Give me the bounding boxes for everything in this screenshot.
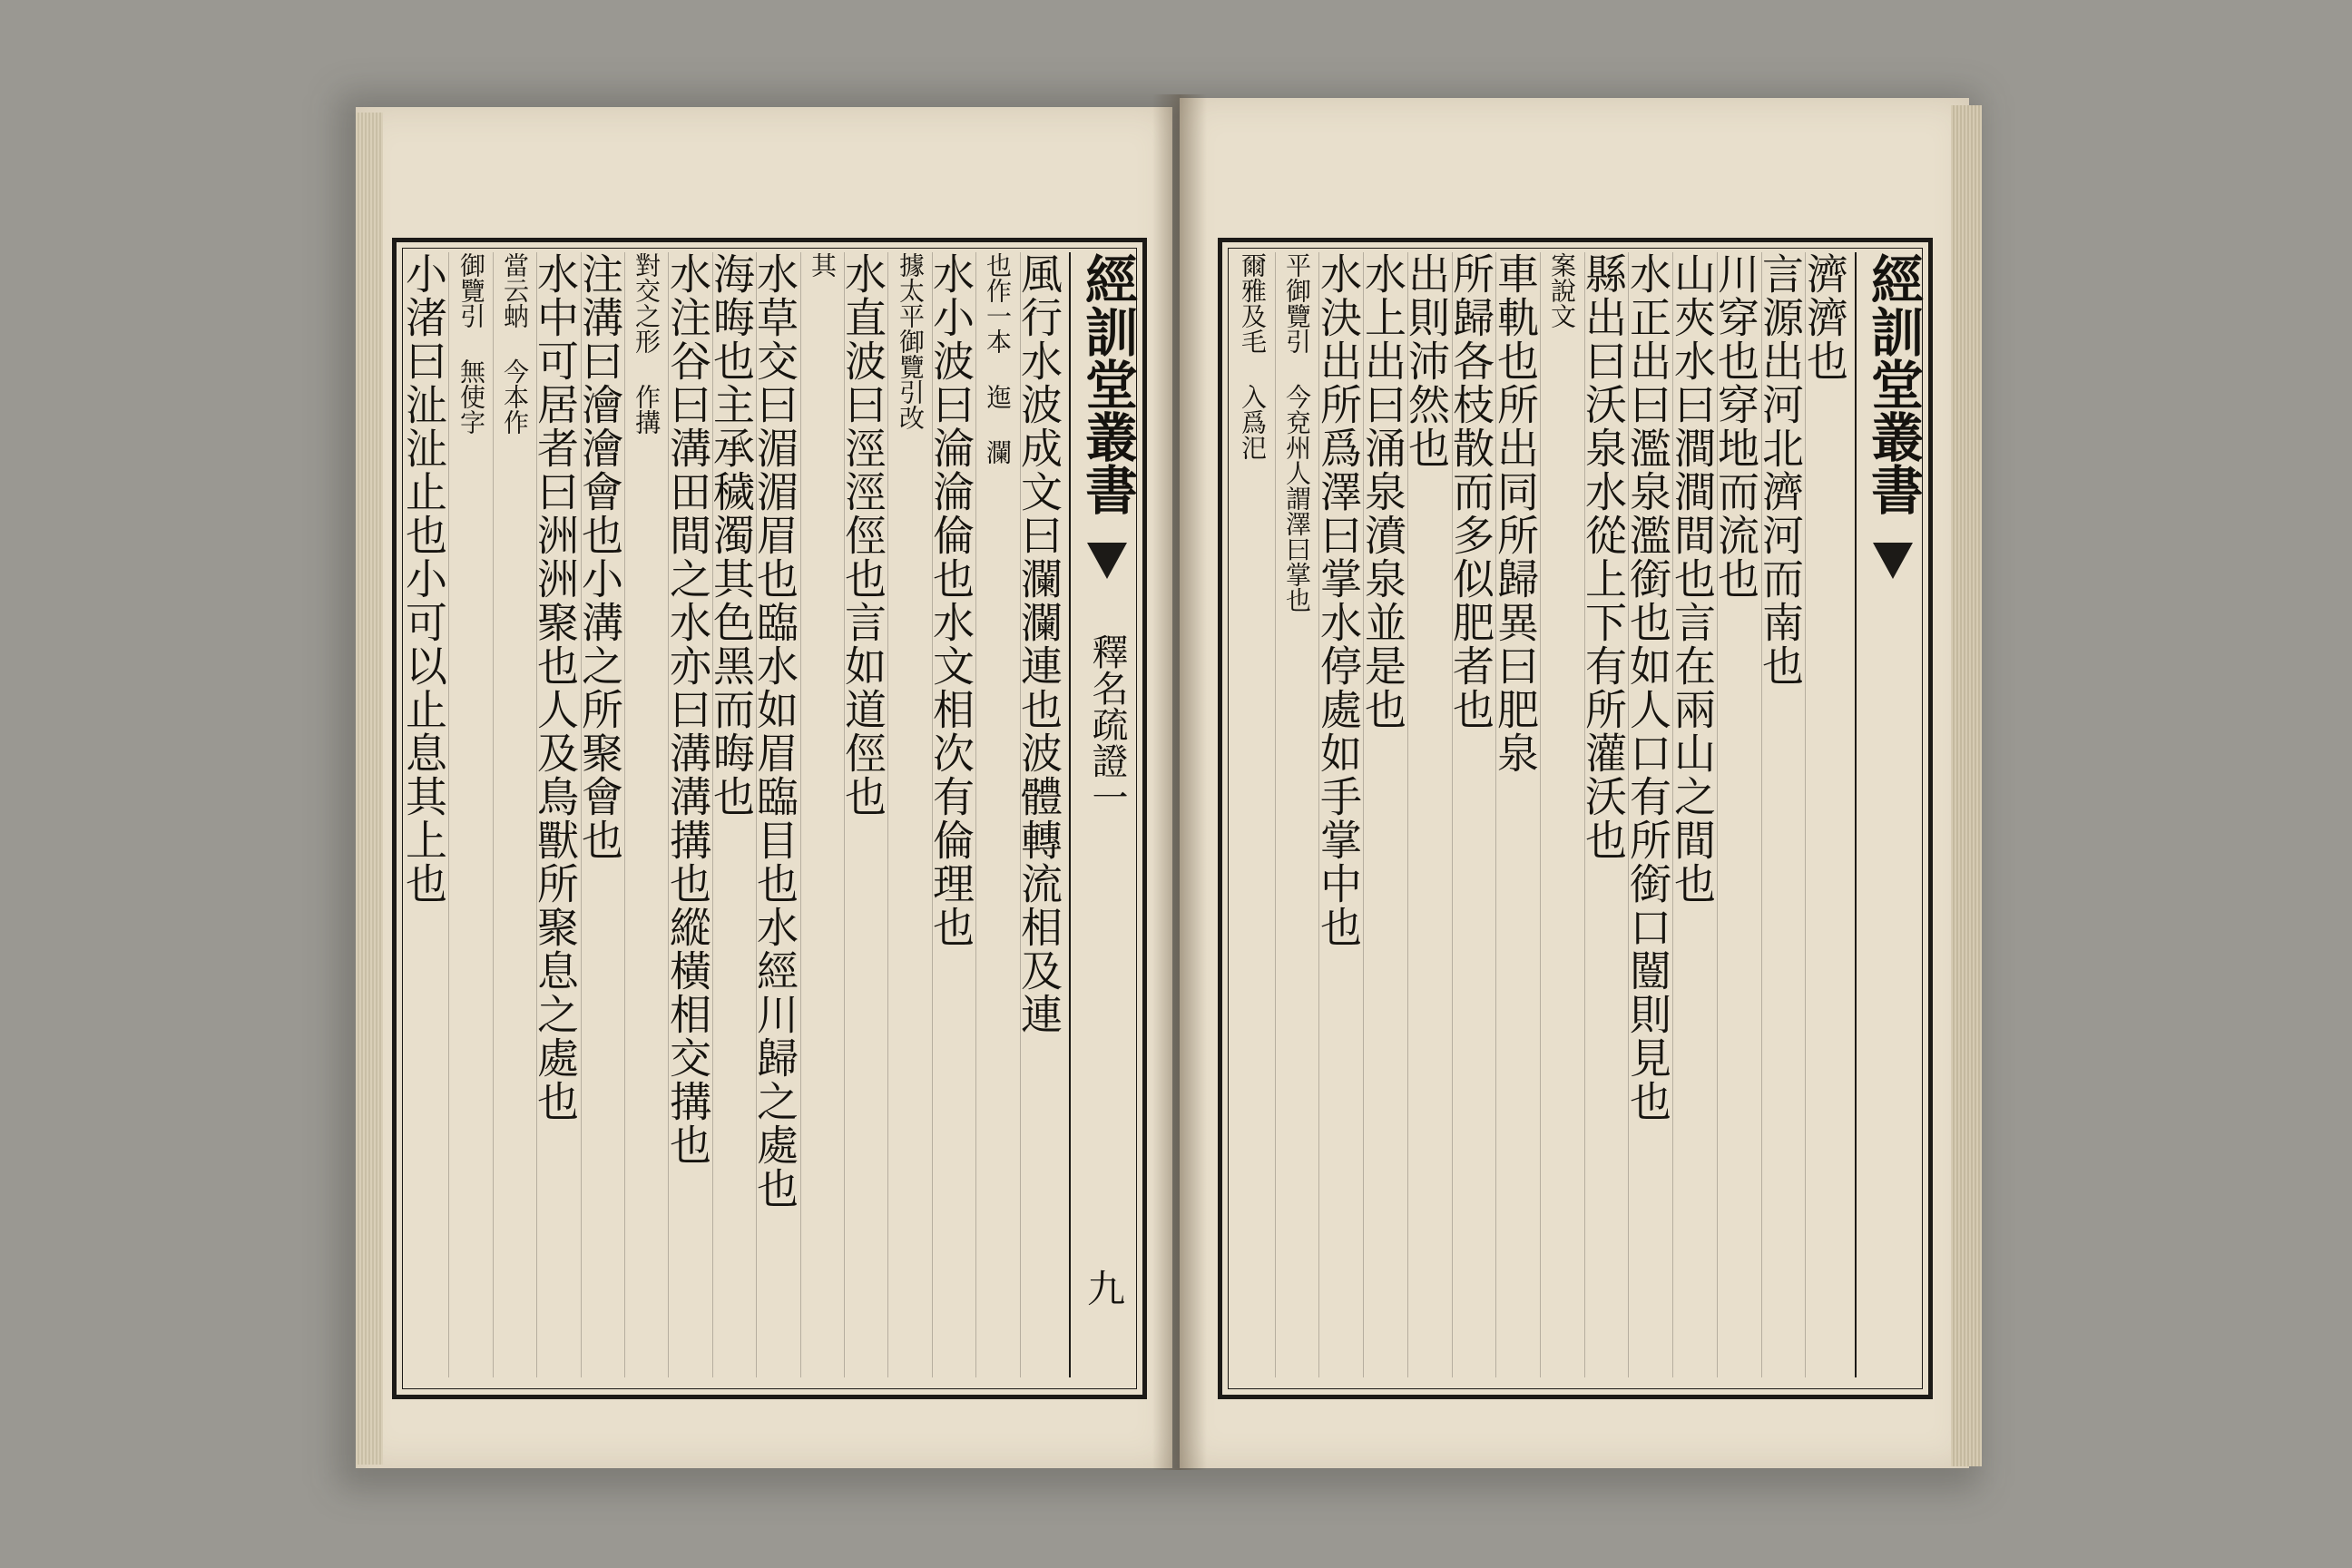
text-column: 御覽引 無使字 — [456, 252, 486, 435]
text-column: 濟濟也 — [1800, 252, 1849, 383]
column-rule — [1452, 252, 1453, 1377]
text-column: 海晦也主承穢濁其色黑而晦也 — [707, 252, 756, 818]
column-rule — [1584, 252, 1585, 1377]
left-folio-number: 九 — [1082, 1269, 1126, 1307]
column-rule — [975, 252, 976, 1377]
right-page-edges — [1951, 105, 1982, 1466]
right-banner — [1855, 252, 1931, 1377]
text-column: 水中可居者曰洲洲聚也人及鳥獸所聚息之處也 — [531, 252, 580, 1123]
column-rule — [536, 252, 537, 1377]
text-column: 水正出曰濫泉濫銜也如人口有所銜口闓則見也 — [1623, 252, 1672, 1123]
text-column: 川穿也穿地而流也 — [1711, 252, 1760, 601]
column-rule — [887, 252, 888, 1377]
text-column: 當云蚋 今本作 — [500, 252, 530, 435]
column-rule — [756, 252, 757, 1377]
text-column: 水決出所爲澤曰掌水停處如手掌中也 — [1314, 252, 1363, 949]
column-rule — [1672, 252, 1673, 1377]
text-column: 小渚曰沚沚止也小可以止息其上也 — [399, 252, 448, 906]
column-rule — [1275, 252, 1276, 1377]
text-column: 爾雅及毛 入爲汜 — [1238, 252, 1268, 460]
column-rule — [1318, 252, 1319, 1377]
text-column: 也作一本 迤 瀾 — [983, 252, 1013, 465]
column-rule — [844, 252, 845, 1377]
column-rule — [668, 252, 669, 1377]
text-column: 案說文 — [1547, 252, 1577, 328]
fish-tail-icon — [1873, 543, 1913, 579]
right-banner-title: 經訓堂叢書 — [1862, 252, 1924, 515]
column-rule — [1805, 252, 1806, 1377]
left-banner-subtitle: 釋名疏證一 — [1086, 633, 1128, 815]
column-rule — [1540, 252, 1541, 1377]
text-column: 山夾水曰澗澗間也言在兩山之間也 — [1668, 252, 1717, 906]
text-column: 風行水波成文曰瀾瀾連也波體轉流相及連 — [1014, 252, 1063, 1036]
text-column: 對交之形 作搆 — [632, 252, 662, 435]
text-column: 水直波曰涇涇俓也言如道俓也 — [838, 252, 887, 818]
text-column: 其 — [808, 252, 838, 278]
text-column: 車軌也所出同所歸異曰肥泉 — [1491, 252, 1540, 775]
column-rule — [1020, 252, 1021, 1377]
column-rule — [624, 252, 625, 1377]
left-banner — [1069, 252, 1145, 1377]
text-column: 水上出曰涌泉濆泉並是也 — [1358, 252, 1407, 731]
column-rule — [1717, 252, 1718, 1377]
column-rule — [1628, 252, 1629, 1377]
text-column: 水草交曰湄湄眉也臨水如眉臨目也水經川歸之處也 — [750, 252, 799, 1210]
text-column: 水小波曰淪淪倫也水文相次有倫理也 — [926, 252, 975, 949]
column-rule — [932, 252, 933, 1377]
column-rule — [1407, 252, 1408, 1377]
column-rule — [1761, 252, 1762, 1377]
column-rule — [493, 252, 494, 1377]
text-column: 水注谷曰溝田間之水亦曰溝溝搆也縱橫相交搆也 — [663, 252, 712, 1167]
column-rule — [800, 252, 801, 1377]
text-column: 注溝曰澮澮會也小溝之所聚會也 — [575, 252, 624, 862]
text-column: 平御覽引 今兗州人謂澤曰掌也 — [1282, 252, 1312, 612]
column-rule — [448, 252, 449, 1377]
text-column: 出則沛然也 — [1402, 252, 1451, 470]
column-rule — [581, 252, 582, 1377]
column-rule — [1495, 252, 1496, 1377]
fish-tail-icon — [1087, 543, 1127, 579]
text-column: 言源出河北濟河而南也 — [1756, 252, 1805, 688]
column-rule — [1363, 252, 1364, 1377]
text-column: 據太平御覽引改 — [896, 252, 926, 430]
left-page-edges — [356, 113, 383, 1465]
text-column: 縣出曰沃泉水從上下有所灌沃也 — [1579, 252, 1628, 862]
book-gutter — [1152, 94, 1207, 1470]
text-column: 所歸各枝散而多似肥者也 — [1446, 252, 1495, 731]
column-rule — [712, 252, 713, 1377]
left-banner-title: 經訓堂叢書 — [1076, 252, 1138, 515]
